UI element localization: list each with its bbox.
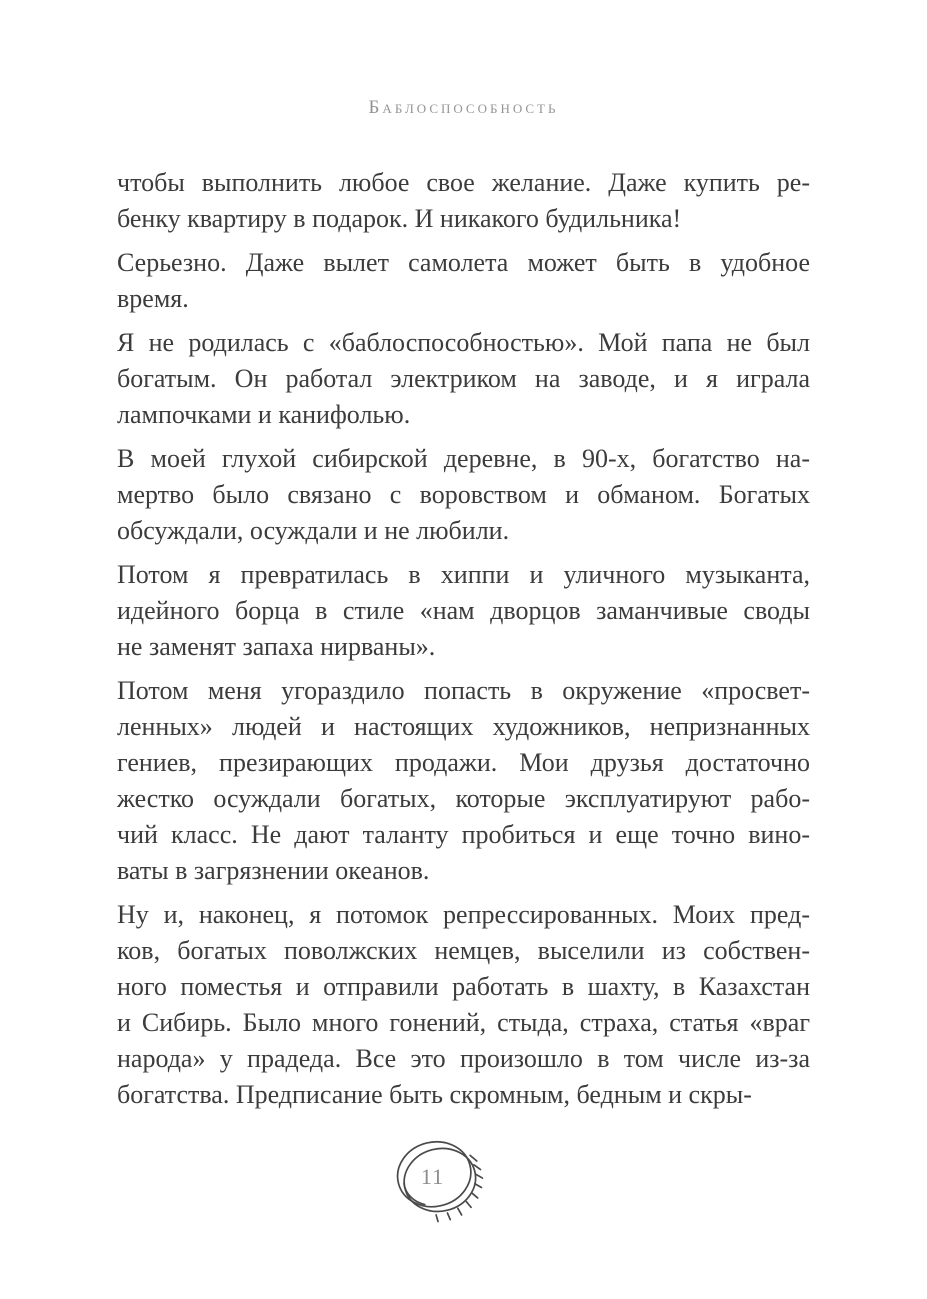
paragraph (117, 557, 810, 665)
paragraph (117, 441, 810, 549)
text-line: ков, богатых поволжских немцев, выселили из собствен- (117, 936, 810, 965)
text-line: обсуждали, осуждали и не любили. (117, 516, 510, 545)
body-text (117, 165, 810, 1113)
text-line: гениев, презирающих продажи. Мои друзья достаточно (117, 748, 810, 777)
text-line: жестко осуждали богатых, которые эксплуатируют рабо- (117, 784, 810, 813)
text-line: идейного борца в стиле «нам дворцов заманчивые своды (117, 596, 810, 625)
text-line: чтобы выполнить любое свое желание. Даже купить ре- (117, 168, 810, 197)
paragraph (117, 673, 810, 889)
text-line: Потом я превратилась в хиппи и уличного музыканта, (117, 560, 810, 589)
paragraph (117, 245, 810, 317)
page-number: 11 (420, 1164, 445, 1189)
text-line: народа» у прадеда. Все это произошло в том числе из-за (117, 1044, 810, 1073)
text-line: ваты в загрязнении океанов. (117, 856, 430, 885)
text-line: лампочками и канифолью. (117, 400, 411, 429)
text-line: ного поместья и отправили работать в шахту, в Казахстан (117, 972, 810, 1001)
text-line: Серьезно. Даже вылет самолета может быть в удобное (117, 248, 810, 277)
text-line: не заменят запаха нирваны». (117, 632, 436, 661)
text-line: богатым. Он работал электриком на заводе, и я играла (117, 364, 810, 393)
text-line: бенку квартиру в подарок. И никакого будильника! (117, 204, 682, 233)
page-footer-ornament (386, 1127, 490, 1231)
text-line: время. (117, 284, 189, 313)
text-line: В моей глухой сибирской деревне, в 90-х, богатство на- (117, 444, 810, 473)
text-line: чий класс. Не дают таланту пробиться и еще точно вино- (117, 820, 810, 849)
paragraph (117, 165, 810, 237)
text-line: богатства. Предписание быть скромным, бедным и скры- (117, 1080, 752, 1109)
paragraph (117, 897, 810, 1113)
text-line: Потом меня угораздило попасть в окружение «просвет- (117, 676, 810, 705)
text-line: мертво было связано с воровством и обманом. Богатых (117, 480, 810, 509)
text-line: Я не родилась с «баблоспособностью». Мой папа не был (117, 328, 810, 357)
text-line: и Сибирь. Было много гонений, стыда, страха, статья «враг (117, 1008, 810, 1037)
paragraph (117, 325, 810, 433)
text-line: ленных» людей и настоящих художников, непризнанных (117, 712, 810, 741)
running-header: Баблоспособность (368, 97, 559, 118)
text-line: Ну и, наконец, я потомок репрессированных. Моих пред- (117, 900, 810, 929)
